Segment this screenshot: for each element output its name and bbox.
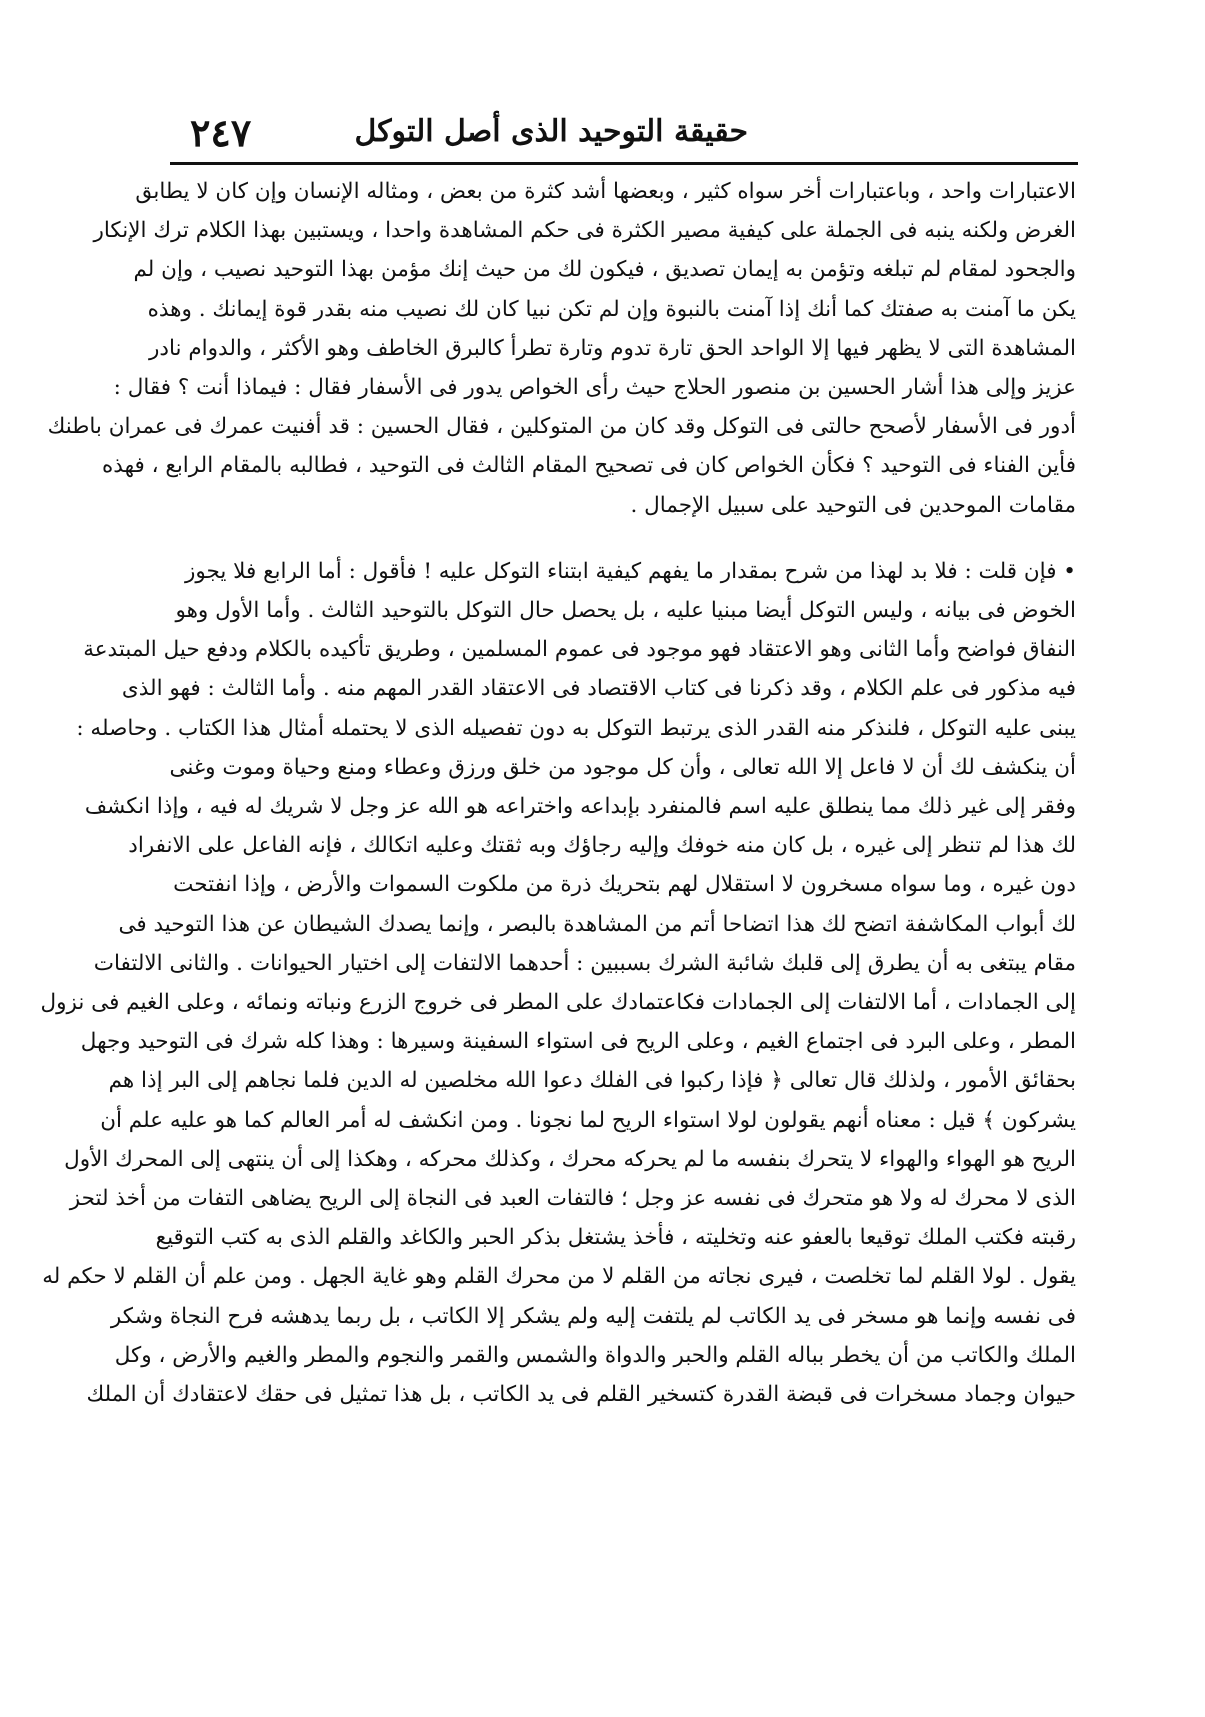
text-line: • فإن قلت : فلا بد لهذا من شرح بمقدار ما يفهم كيفية ابتناء التوكل عليه ! فأقول : أما الرابع فلا يجوز bbox=[184, 558, 1076, 584]
text-line: يكن ما آمنت به صفتك كما أنك إذا آمنت بالنبوة وإن لم تكن نبيا كان لك نصيب منه بقدر قوة إيمانك . وهذه bbox=[147, 296, 1076, 322]
text-line: يشركون ﴾ قيل : معناه أنهم يقولون لولا استواء الريح لما نجونا . ومن انكشف له أمر العالم كما هو عليه علم أن bbox=[100, 1107, 1076, 1133]
page-number: ٢٤٧ bbox=[190, 110, 252, 155]
paragraph bbox=[47, 172, 1076, 525]
text-line: حيوان وجماد مسخرات فى قبضة القدرة كتسخير القلم فى يد الكاتب ، بل هذا تمثيل فى حقك لاعتقادك أن الملك bbox=[86, 1382, 1076, 1408]
text-line: الملك والكاتب من أن يخطر بباله القلم والحبر والدواة والشمس والقمر والنجوم والمطر والغيم والأرض ، وكل bbox=[114, 1342, 1076, 1368]
text-line: رقبته فكتب الملك توقيعا بالعفو عنه وتخليته ، فأخذ يشتغل بذكر الحبر والكاغد والقلم الذى به كتب التوقيع bbox=[155, 1225, 1076, 1251]
text-line: مقامات الموحدين فى التوحيد على سبيل الإجمال . bbox=[630, 492, 1076, 518]
text-line: أن ينكشف لك أن لا فاعل إلا الله تعالى ، وأن كل موجود من خلق ورزق وعطاء ومنع وحياة وموت وغنى bbox=[169, 754, 1076, 780]
text-line: عزيز وإلى هذا أشار الحسين بن منصور الحلاج حيث رأى الخواص يدور فى الأسفار فقال : فيماذا أنت ؟ فقال : bbox=[113, 375, 1076, 401]
text-line: لك أبواب المكاشفة اتضح لك هذا اتضاحا أتم من المشاهدة بالبصر ، وإنما يصدك الشيطان عن هذا التوحيد فى bbox=[118, 911, 1076, 937]
text-line: النفاق فواضح وأما الثانى وهو الاعتقاد فهو موجود فى عموم المسلمين ، وطريق تأكيده بالكلام ودفع حيل المبتدعة bbox=[83, 637, 1076, 663]
text-line: فى نفسه وإنما هو مسخر فى يد الكاتب لم يلتفت إليه ولم يشكر إلا الكاتب ، بل ربما يدهشه فرح النجاة وشكر bbox=[110, 1303, 1076, 1329]
text-line: المطر ، وعلى البرد فى اجتماع الغيم ، وعلى الريح فى استواء السفينة وسيرها : وهذا كله شرك فى التوحيد وجهل bbox=[80, 1029, 1076, 1055]
text-line: فيه مذكور فى علم الكلام ، وقد ذكرنا فى كتاب الاقتصاد فى الاعتقاد القدر المهم منه . وأما الثالث : فهو الذى bbox=[121, 676, 1076, 702]
page-header bbox=[170, 112, 1078, 158]
text-line: الخوض فى بيانه ، وليس التوكل أيضا مبنيا عليه ، بل يحصل حال التوكل بالتوحيد الثالث . وأما الأول وهو bbox=[175, 598, 1076, 624]
text-line: وفقر إلى غير ذلك مما ينطلق عليه اسم فالمنفرد بإبداعه واختراعه هو الله عز وجل لا شريك له فيه ، وإذا انكشف bbox=[84, 794, 1076, 820]
paragraph bbox=[40, 552, 1076, 1414]
text-line: الريح هو الهواء والهواء لا يتحرك بنفسه ما لم يحركه محرك ، وكذلك محركه ، وهكذا إلى أن ينتهى إلى المحرك الأول bbox=[64, 1146, 1076, 1172]
text-line: الغرض ولكنه ينبه فى الجملة على كيفية مصير الكثرة فى حكم المشاهدة واحدا ، ويستبين بهذا الكلام ترك الإنكار bbox=[93, 218, 1076, 244]
text-line: فأين الفناء فى التوحيد ؟ فكأن الخواص كان فى تصحيح المقام الثالث فى التوحيد ، فطالبه بالمقام الرابع ، فهذه bbox=[102, 453, 1076, 479]
text-line: إلى الجمادات ، أما الالتفات إلى الجمادات فكاعتمادك على المطر فى خروج الزرع ونباته ونمائه ، وعلى الغيم فى نزول bbox=[40, 990, 1076, 1016]
text-line: أدور فى الأسفار لأصحح حالتى فى التوكل وقد كان من المتوكلين ، فقال الحسين : قد أفنيت عمرك فى عمران باطنك bbox=[47, 414, 1076, 440]
running-title: حقيقة التوحيد الذى أصل التوكل bbox=[354, 114, 748, 149]
text-line: يبنى عليه التوكل ، فلنذكر منه القدر الذى يرتبط التوكل به دون تفصيله الذى لا يحتمله أمثال هذا الكتاب . وحاصله : bbox=[76, 715, 1076, 741]
text-line: مقام يبتغى به أن يطرق إلى قلبك شائبة الشرك بسببين : أحدهما الالتفات إلى اختيار الحيوانات . والثانى الالتفات bbox=[93, 950, 1076, 976]
text-line: بحقائق الأمور ، ولذلك قال تعالى ﴿ فإذا ركبوا فى الفلك دعوا الله مخلصين له الدين فلما نجاهم إلى البر إذا هم bbox=[108, 1068, 1076, 1094]
text-line: يقول . لولا القلم لما تخلصت ، فيرى نجاته من القلم لا من محرك القلم وهو غاية الجهل . ومن علم أن القلم لا حكم له bbox=[42, 1264, 1076, 1290]
text-line: الذى لا محرك له ولا هو متحرك فى نفسه عز وجل ؛ فالتفات العبد فى النجاة إلى الريح يضاهى التفات من أخذ لتحز bbox=[69, 1186, 1076, 1212]
text-line: والجحود لمقام لم تبلغه وتؤمن به إيمان تصديق ، فيكون لك من حيث إنك مؤمن بهذا التوحيد نصيب ، وإن لم bbox=[133, 257, 1076, 283]
text-line: دون غيره ، وما سواه مسخرون لا استقلال لهم بتحريك ذرة من ملكوت السموات والأرض ، وإذا انفتحت bbox=[173, 872, 1076, 898]
header-rule bbox=[170, 162, 1078, 165]
text-line: الاعتبارات واحد ، وباعتبارات أخر سواه كثير ، وبعضها أشد كثرة من بعض ، ومثاله الإنسان وإن كان لا يطابق bbox=[135, 179, 1076, 204]
body-text bbox=[40, 172, 1076, 1414]
text-line: المشاهدة التى لا يظهر فيها إلا الواحد الحق تارة تدوم وتارة تطرأ كالبرق الخاطف وهو الأكثر ، والدوام نادر bbox=[149, 335, 1076, 361]
text-line: لك هذا لم تنظر إلى غيره ، بل كان منه خوفك وإليه رجاؤك وبه ثقتك وعليه اتكالك ، فإنه الفاعل على الانفراد bbox=[128, 833, 1076, 859]
